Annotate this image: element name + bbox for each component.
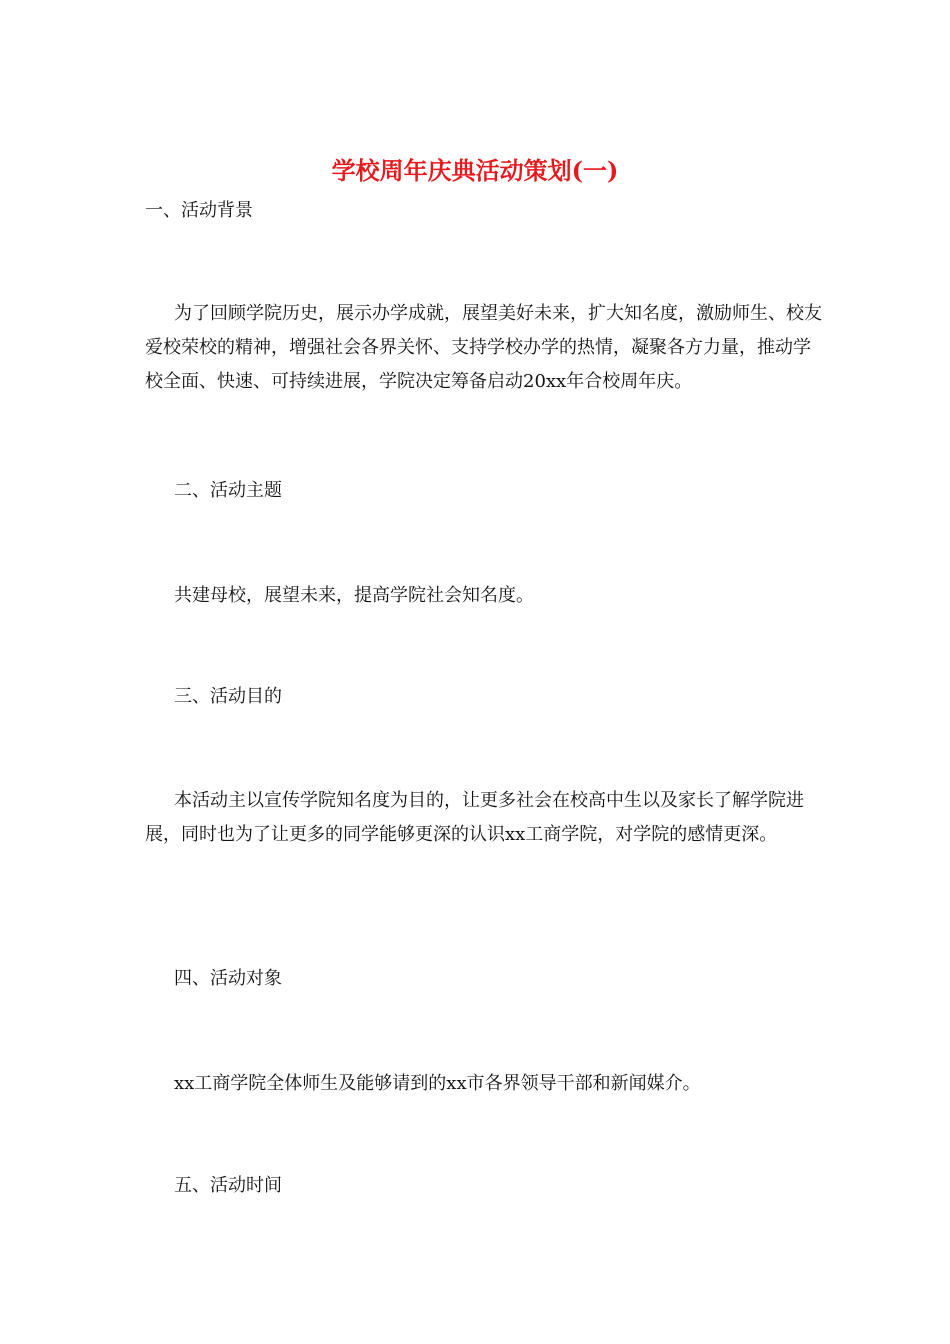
- section-heading-time: 五、活动时间: [174, 1175, 282, 1196]
- section-body-audience: xx工商学院全体师生及能够请到的xx市各界领导干部和新闻媒介。: [174, 1073, 701, 1094]
- section-heading-purpose: 三、活动目的: [174, 686, 282, 707]
- section-body-theme: 共建母校，展望未来，提高学院社会知名度。: [174, 585, 534, 606]
- section-body-purpose: 本活动主以宣传学院知名度为目的，让更多社会在校高中生以及家长了解学院进展，同时也为了让更多的同学能够更深的认识xx工商学院，对学院的感情更深。: [145, 790, 804, 845]
- section-heading-theme: 二、活动主题: [174, 480, 282, 501]
- section-body-background: 为了回顾学院历史，展示办学成就，展望美好未来，扩大知名度，激励师生、校友爱校荣校的精神，增强社会各界关怀、支持学校办学的热情，凝聚各方力量，推动学校全面、快速、可持续进展，学院决定筹备启动20xx年合校周年庆。: [145, 303, 822, 392]
- section-heading-background: 一、活动背景: [145, 200, 253, 221]
- section-heading-audience: 四、活动对象: [174, 968, 282, 989]
- document-title: 学校周年庆典活动策划(一): [331, 156, 619, 185]
